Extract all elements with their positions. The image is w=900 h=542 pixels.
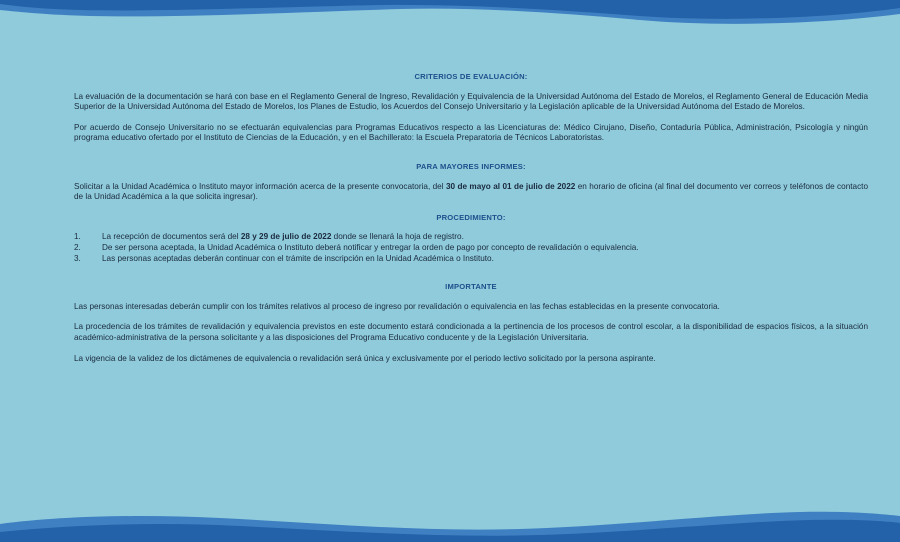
top-wave-decoration [0,0,900,40]
importante-paragraph-1: Las personas interesadas deberán cumplir con los trámites relativos al proceso de ingreso por revalidación o equivalencia en las fechas establecidas en la presente convocatoria. [74,301,720,311]
informes-heading: PARA MAYORES INFORMES: [416,161,526,171]
procedimiento-list [74,232,868,264]
informes-text-after: en horario de oficina (al final del documento ver correos y teléfonos de contacto de la Unidad Académica a la que solicita ingresar). [74,181,868,202]
bottom-wave-decoration [0,502,900,542]
criterios-heading: CRITERIOS DE EVALUACIÓN: [414,72,528,81]
criterios-paragraph-1: La evaluación de la documentación se hará con base en el Reglamento General de Ingreso, Revalidación y Equivalencia de la Universidad Autónoma del Estado de Morelos, el Reglamento General de Educación Media Superior de la Universidad Autónoma del Estado de Morelos, los Planes de Estudio, los Acuerdos del Consejo Universitario y la Legislación aplicable de la Universidad Autónoma del Estado de Morelos. [74,91,868,112]
informes-dates: 30 de mayo al 01 de julio de 2022 [445,181,576,191]
list-item-text: De ser persona aceptada, la Unidad Académica o Instituto deberá notificar y entregar la orden de pago por concepto de revalidación o equivalencia. [102,242,639,252]
importante-heading: IMPORTANTE [445,282,497,292]
procedimiento-heading: PROCEDIMIENTO: [436,212,506,222]
informes-paragraph [74,182,868,203]
informes-text-before: Solicitar a la Unidad Académica o Instituto mayor información acerca de la presente convocatoria, del [74,181,446,191]
criterios-paragraph-2: Por acuerdo de Consejo Universitario no se efectuarán equivalencias para Programas Educativos respecto a las Licenciaturas de: Médico Cirujano, Diseño, Contaduría Pública, Administración, Psicología y ningún programa educativo ofertado por el Instituto de Ciencias de la Educación, y en el Bachillerato: la Escuela Preparatoria de Técnicos Laboratoristas. [74,122,868,143]
importante-paragraph-2: La procedencia de los trámites de revalidación y equivalencia previstos en este documento estará condicionada a la pertinencia de los procesos de control escolar, a la disponibilidad de espacios físicos, a la situación académico-administrativa de la persona solicitante y a las disposiciones del Programa Educativo conducente y de la Legislación Universitaria. [74,322,868,342]
list-item [74,243,868,254]
list-item-number: 3. [74,253,81,263]
list-item-text: Las personas aceptadas deberán continuar con el trámite de inscripción en la Unidad Académica o Instituto. [102,253,494,263]
list-item [74,232,868,243]
list-item-number: 1. [74,232,81,242]
list-item-text: La recepción de documentos será del [102,232,241,242]
document-body [74,72,868,374]
importante-paragraph-3: La vigencia de la validez de los dictámenes de equivalencia o revalidación será única y exclusivamente por el periodo lectivo solicitado por la persona aspirante. [74,353,656,363]
list-item-text-after: donde se llenará la hoja de registro. [331,232,464,242]
list-item-bold: 28 y 29 de julio de 2022 [240,232,332,242]
list-item-number: 2. [74,242,81,252]
list-item [74,254,868,265]
